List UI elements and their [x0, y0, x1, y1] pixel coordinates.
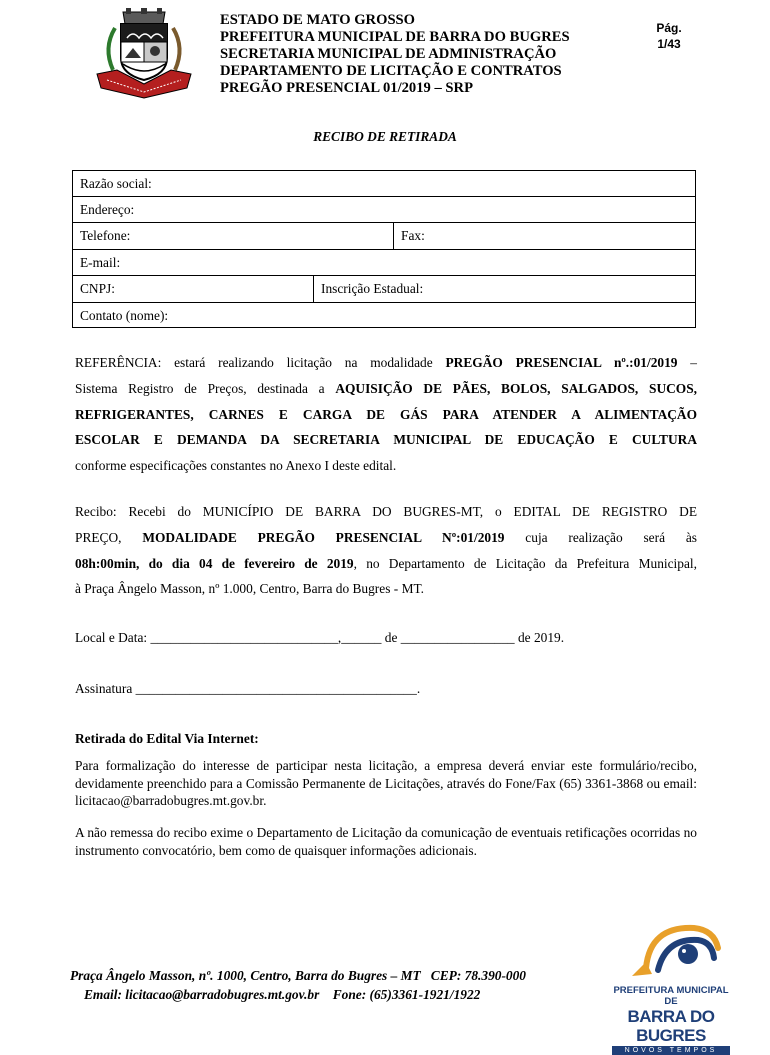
endereco-field[interactable]: Endereço: — [80, 202, 135, 217]
retirada-title: Retirada do Edital Via Internet: — [75, 731, 259, 746]
recibo-local: , no Departamento de Licitação da Prefeitura Municipal, — [353, 555, 697, 571]
header-departamento: DEPARTAMENTO DE LICITAÇÃO E CONTRATOS — [220, 63, 562, 79]
aviso-text: A não remessa do recibo exime o Departamento de Licitação da comunicação de eventuais retificações ocorridas no instrumento convocatório, bem como de quaisquer informações adicionais. — [75, 825, 697, 858]
inscricao-estadual-field[interactable]: Inscrição Estadual: — [313, 276, 695, 302]
fish-emblem-icon — [606, 918, 736, 980]
referencia-line-3 — [75, 402, 697, 428]
recibo-line-4: à Praça Ângelo Masson, nº 1.000, Centro, Barra do Bugres - MT. — [75, 581, 425, 597]
referencia-line-1 — [75, 350, 697, 376]
footer-line-1: Praça Ângelo Masson, nº. 1000, Centro, Barra do Bugres – MT CEP: 78.390-000 — [70, 968, 527, 983]
cnpj-field[interactable]: CNPJ: — [80, 281, 115, 296]
form-row-cnpj-inscricao — [73, 276, 695, 303]
referencia-paragraph — [75, 350, 697, 479]
telefone-field[interactable]: Telefone: — [80, 228, 131, 243]
form-row-email — [73, 250, 695, 276]
page-number: 1/43 — [657, 37, 681, 51]
coat-of-arms-emblem — [93, 8, 195, 100]
recibo-line-2 — [75, 525, 697, 551]
document-title: RECIBO DE RETIRADA — [313, 129, 457, 144]
header-pregao: PREGÃO PRESENCIAL 01/2019 – SRP — [220, 80, 473, 96]
recibo-line-3 — [75, 551, 697, 577]
fax-field[interactable]: Fax: — [393, 223, 695, 249]
form-row-contato — [73, 303, 695, 329]
recibo-line-1: Recibo: Recebi do MUNICÍPIO DE BARRA DO BUGRES-MT, o EDITAL DE REGISTRO DE — [75, 504, 697, 519]
company-form-table — [72, 170, 696, 328]
logo-line-1: PREFEITURA MUNICIPAL DE — [613, 985, 729, 1007]
referencia-line-2 — [75, 376, 697, 402]
logo-line-3: NOVOS TEMPOS — [612, 1046, 730, 1055]
objeto-text-3: ESCOLAR E DEMANDA DA SECRETARIA MUNICIPAL DE EDUCAÇÃO E CULTURA — [75, 432, 697, 448]
recibo-realizacao: cuja realização será às — [504, 529, 697, 545]
header-secretaria: SECRETARIA MUNICIPAL DE ADMINISTRAÇÃO — [220, 46, 557, 62]
referencia-line-5: conforme especificações constantes no Anexo I deste edital. — [75, 458, 397, 474]
objeto-text-1: AQUISIÇÃO DE PÃES, BOLOS, SALGADOS, SUCOS, — [335, 380, 697, 396]
objeto-text-2: REFRIGERANTES, CARNES E CARGA DE GÁS PARA ATENDER A ALIMENTAÇÃO — [75, 406, 697, 422]
page-indicator — [640, 20, 698, 52]
email-field[interactable]: E-mail: — [80, 255, 121, 270]
header-state: ESTADO DE MATO GROSSO — [220, 12, 416, 28]
recibo-data-hora: 08h:00min, do dia 04 de fevereiro de 2019 — [75, 555, 354, 571]
local-data-line[interactable]: Local e Data: ____________________________,______ de _________________ de 2019. — [75, 630, 565, 645]
pregao-reference: PREGÃO PRESENCIAL nº.:01/2019 — [445, 355, 678, 370]
referencia-text-2: Sistema Registro de Preços, destinada a — [75, 380, 336, 396]
header-block — [220, 12, 570, 97]
page-label: Pág. — [656, 21, 682, 35]
form-row-telefone-fax — [73, 223, 695, 250]
referencia-dash: – — [677, 355, 698, 370]
logo-line-2: BARRA DO BUGRES — [627, 1007, 715, 1045]
prefeitura-logo — [606, 918, 736, 1054]
form-row-razao — [73, 171, 695, 197]
header-prefeitura: PREFEITURA MUNICIPAL DE BARRA DO BUGRES — [220, 29, 570, 45]
razao-social-field[interactable]: Razão social: — [80, 176, 152, 191]
recibo-preco: PREÇO, — [75, 529, 143, 545]
assinatura-line[interactable]: Assinatura __________________________________________. — [75, 681, 421, 696]
recibo-modalidade: MODALIDADE PREGÃO PRESENCIAL Nº:01/2019 — [142, 529, 505, 545]
referencia-line-4 — [75, 427, 697, 453]
recibo-paragraph — [75, 499, 697, 602]
footer-line-2: Email: licitacao@barradobugres.mt.gov.br Fone: (65)3361-1921/1922 — [84, 986, 481, 1002]
retirada-text: Para formalização do interesse de participar nesta licitação, a empresa deverá enviar este formulário/recibo, devidamente preenchido para a Comissão Permanente de Licitações, através do Fone/Fax (65) 3361-3868 ou email: licitacao@barradobugres.mt.gov.br. — [75, 758, 697, 808]
footer-address — [70, 967, 526, 1004]
contato-field[interactable]: Contato (nome): — [80, 308, 169, 323]
referencia-text: REFERÊNCIA: estará realizando licitação na modalidade — [75, 355, 446, 370]
form-row-endereco — [73, 197, 695, 223]
